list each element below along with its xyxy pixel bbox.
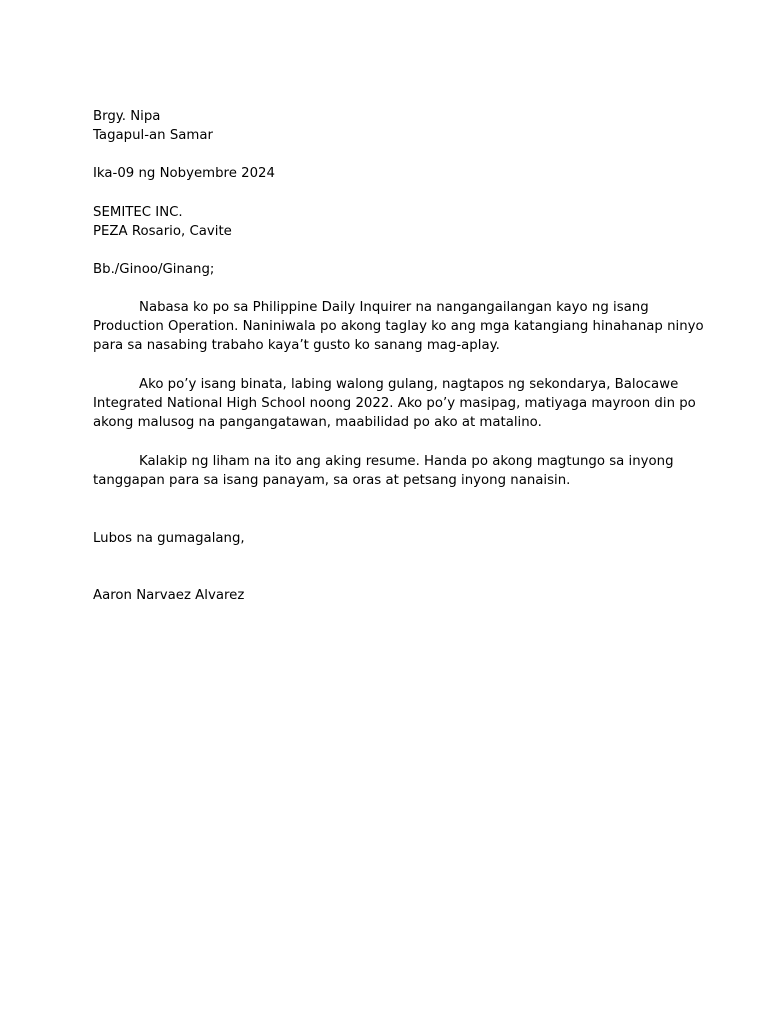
sender-address-line: Brgy. Nipa bbox=[93, 109, 161, 124]
paragraph-line: Ako po’y isang binata, labing walong gulang, nagtapos ng sekondarya, Balocawe bbox=[139, 377, 679, 392]
letter-date bbox=[93, 164, 673, 183]
recipient-address-line: SEMITEC INC. bbox=[93, 205, 183, 220]
paragraph-line: tanggapan para sa isang panayam, sa oras at petsang inyong nanaisin. bbox=[93, 473, 571, 489]
signature-name: Aaron Narvaez Alvarez bbox=[93, 588, 245, 603]
closing-text: Lubos na gumagalang, bbox=[93, 531, 245, 546]
body-paragraph-2 bbox=[93, 375, 696, 433]
paragraph-line: Nabasa ko po sa Philippine Daily Inquirer na nangangailangan kayo ng isang bbox=[139, 300, 649, 315]
paragraph-line: para sa nasabing trabaho kaya’t gusto ko sanang mag-aplay. bbox=[93, 338, 500, 354]
sender-address bbox=[93, 107, 673, 145]
paragraph-line: Production Operation. Naniniwala po akong taglay ko ang mga katangiang hinahanap ninyo bbox=[93, 319, 704, 335]
recipient-address bbox=[93, 203, 673, 241]
body-paragraph-3 bbox=[93, 452, 673, 490]
paragraph-line: Kalakip ng liham na ito ang aking resume. Handa po akong magtungo sa inyong bbox=[139, 454, 674, 469]
signature bbox=[93, 586, 673, 605]
salutation bbox=[93, 260, 673, 279]
sender-address-line: Tagapul-an Samar bbox=[93, 128, 213, 144]
body-paragraph-1 bbox=[93, 298, 704, 356]
recipient-address-line: PEZA Rosario, Cavite bbox=[93, 224, 232, 240]
paragraph-line: Integrated National High School noong 2022. Ako po’y masipag, matiyaga mayroon din po bbox=[93, 396, 696, 412]
closing bbox=[93, 529, 673, 548]
paragraph-line: akong malusog na pangangatawan, maabilidad po ako at matalino. bbox=[93, 415, 542, 431]
salutation-text: Bb./Ginoo/Ginang; bbox=[93, 262, 215, 277]
date-text: Ika-09 ng Nobyembre 2024 bbox=[93, 166, 275, 181]
